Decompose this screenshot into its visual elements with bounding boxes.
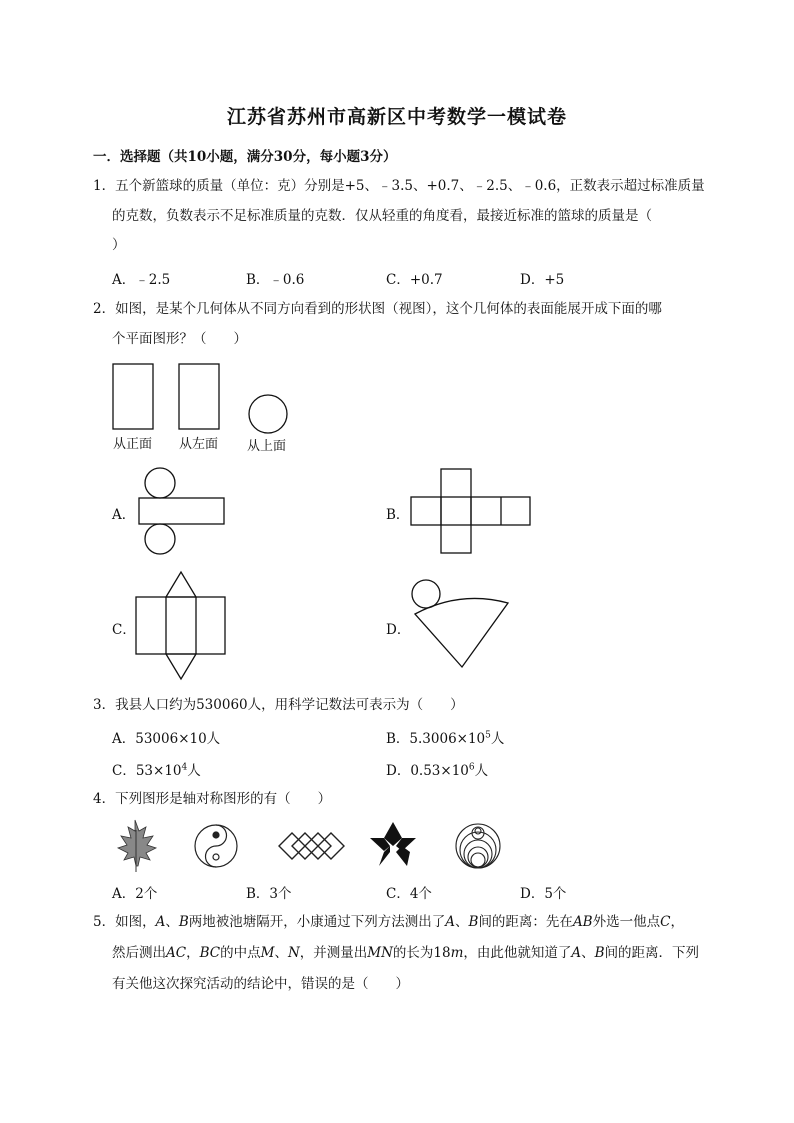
- section-heading: 一．选择题（共10小题，满分30分，每小题3分）: [93, 149, 397, 165]
- net-d-circle: [412, 580, 440, 608]
- q3-option-d[interactable]: D．$0.53\times 10^6$人: [386, 762, 489, 779]
- q2-option-d[interactable]: D．: [386, 622, 411, 638]
- q4-line1: 4．下列图形是轴对称图形的有（ ）: [93, 791, 332, 807]
- page-title: 江苏省苏州市高新区中考数学一模试卷: [226, 106, 567, 128]
- q2-option-c[interactable]: C．: [112, 622, 136, 638]
- q1-line3: ）: [112, 237, 126, 253]
- nested-circles-icon: [456, 824, 500, 868]
- front-view-label: 从正面: [113, 437, 153, 452]
- net-c-bottom-triangle: [166, 654, 196, 679]
- q1-line1: 1．五个新篮球的质量（单位：克）分别是+5、﹣3.5、+0.7、﹣2.5、﹣0.6，正数表示超过标准质量: [93, 178, 705, 194]
- q3-option-c[interactable]: C．$53\times 10^4$人: [112, 762, 201, 779]
- q1-option-a[interactable]: A．﹣2.5: [112, 272, 171, 288]
- q4-option-a[interactable]: A．2个: [112, 886, 158, 902]
- q4-option-c[interactable]: C．4个: [386, 886, 432, 902]
- q2-option-b[interactable]: B．: [386, 507, 410, 523]
- front-view-rect: [113, 364, 153, 429]
- q5-line1: 5．如图，A、B两地被池塘隔开，小康通过下列方法测出了A、B间的距离：先在AB外选一他点C，: [93, 914, 684, 930]
- net-c-rect: [136, 597, 225, 654]
- yin-yang-icon: [195, 825, 237, 867]
- net-d-sector: [415, 598, 508, 667]
- q4-option-b[interactable]: B．3个: [246, 886, 292, 902]
- q4-option-d[interactable]: D．5个: [520, 886, 567, 902]
- q3-option-b[interactable]: B．$5.3006\times 10^5$人: [386, 730, 505, 747]
- net-b-column: [441, 469, 471, 553]
- net-c-top-triangle: [166, 572, 196, 597]
- top-view-circle: [249, 395, 287, 433]
- q5-line2: 然后测出AC，BC的中点M、N，并测量出MN的长为18m，由此他就知道了A、B间的距离．下列: [112, 945, 700, 961]
- maple-leaf-icon: [118, 820, 156, 872]
- q1-option-b[interactable]: B．﹣0.6: [246, 272, 305, 288]
- net-a-rect: [139, 498, 224, 524]
- q1-option-c[interactable]: C．+0.7: [386, 272, 443, 288]
- q1-line2: 的克数，负数表示不足标准质量的克数．仅从轻重的角度看，最接近标准的篮球的质量是（: [112, 208, 652, 224]
- q3-line1: 3．我县人口约为530060人，用科学记数法可表示为（ ）: [93, 697, 464, 713]
- q1-option-d[interactable]: D．+5: [520, 272, 565, 288]
- star-flower-icon: [370, 822, 416, 866]
- net-a-top-circle: [145, 468, 175, 498]
- net-a-bottom-circle: [145, 524, 175, 554]
- q3-option-a[interactable]: A．53006×10人: [112, 731, 221, 747]
- q2-line2: 个平面图形？（ ）: [112, 331, 247, 347]
- top-view-label: 从上面: [247, 439, 287, 454]
- left-view-rect: [179, 364, 219, 429]
- knot-pattern-icon: [279, 833, 344, 859]
- q2-option-a[interactable]: A．: [112, 507, 136, 523]
- q2-line1: 2．如图，是某个几何体从不同方向看到的形状图（视图），这个几何体的表面能展开成下面的哪: [93, 301, 662, 317]
- left-view-label: 从左面: [179, 437, 219, 452]
- q5-line3: 有关他这次探究活动的结论中，错误的是（ ）: [112, 976, 409, 992]
